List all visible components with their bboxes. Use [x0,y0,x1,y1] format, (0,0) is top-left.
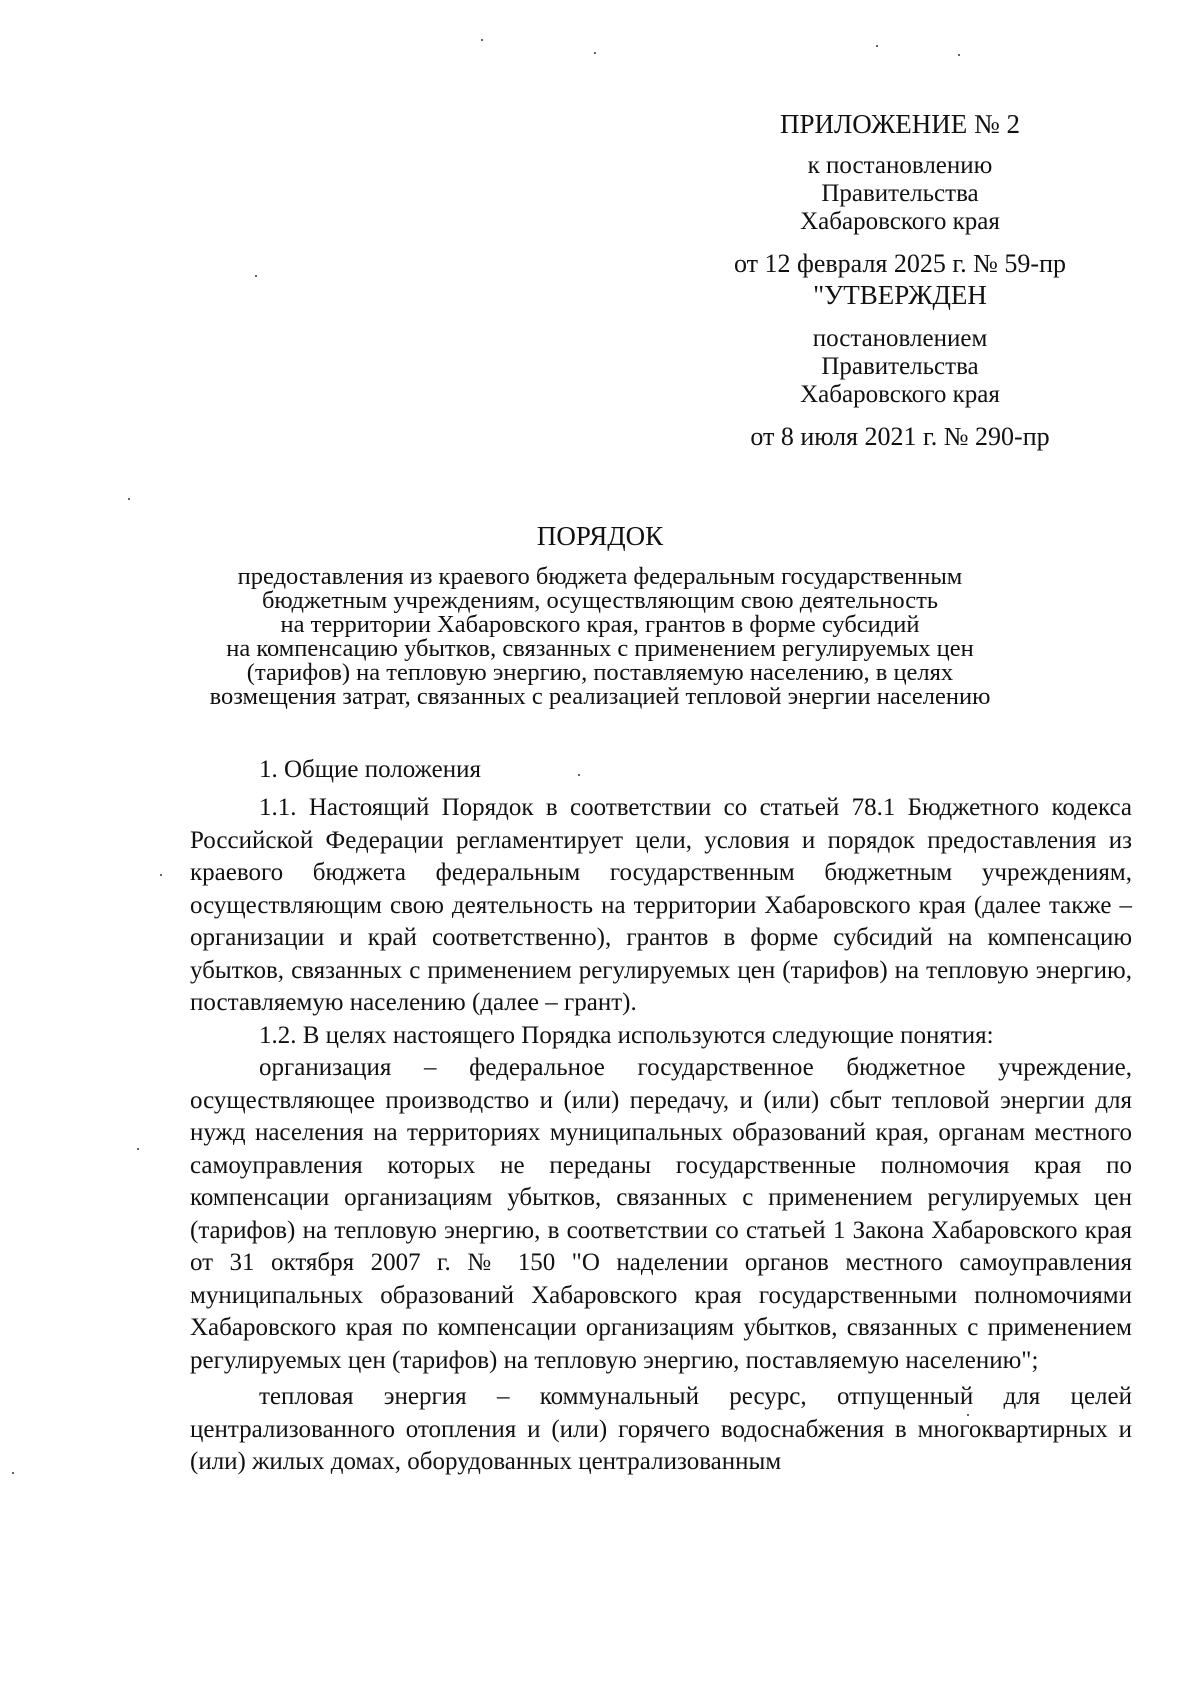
scan-speck [128,498,130,500]
subtitle-line: на территории Хабаровского края, грантов в форме субсидий [280,611,920,638]
paragraph-1-1: 1.1. Настоящий Порядок в соответствии со статьей 78.1 Бюджетного кодекса Российской Федерации регламентирует цели, условия и порядок предоставления из краевого бюджета федеральным государственным бюджетным учреждениям, осуществляющим свою деятельность на территории Хабаровского края (далее также – организации и край соответственно), грантов в форме субсидий на компенсацию убытков, связанных с применением регулируемых цен (тарифов) на тепловую энергию, поставляемую населению (далее – грант). [190,794,1132,1016]
subtitle-line: предоставления из краевого бюджета федеральным государственным [237,563,963,590]
attachment-region-line: Хабаровского края [800,208,1000,235]
scan-speck [876,45,878,47]
scan-speck [578,774,580,776]
attachment-resolution-line: к постановлению [807,152,993,179]
approval-region-line: Хабаровского края [800,381,1000,408]
attachment-date-number: от 12 февраля 2025 г. № 59-пр [734,249,1066,278]
section-heading: 1. Общие положения [259,756,481,783]
scan-speck [481,39,483,41]
subtitle-line: на компенсацию убытков, связанных с применением регулируемых цен [226,635,974,662]
attachment-header [700,108,1100,278]
scan-speck [255,275,257,277]
subtitle-line: возмещения затрат, связанных с реализацией тепловой энергии населению [209,683,991,710]
approval-date-number: от 8 июля 2021 г. № 290-пр [750,422,1050,451]
approval-government-line: Правительства [821,353,979,380]
approval-header [700,279,1100,451]
scan-speck [160,874,162,876]
document-title: ПОРЯДОК [536,521,664,551]
scan-speck [137,1148,139,1150]
scan-speck [12,1472,14,1474]
scan-speck [594,52,596,54]
subtitle-line: (тарифов) на тепловую энергию, поставляемую населению, в целях [246,659,954,686]
definition-thermal-energy: тепловая энергия – коммунальный ресурс, отпущенный для целей централизованного отопления и (или) горячего водоснабжения в многоквартирных и (или) жилых домах, оборудованных централизованным [190,1383,1132,1475]
section-body [190,792,1132,1479]
approval-resolution-line: постановлением [812,325,988,352]
scan-speck [958,54,960,56]
attachment-title: ПРИЛОЖЕНИЕ № 2 [779,109,1021,139]
paragraph-1-2: 1.2. В целях настоящего Порядка используются следующие понятия: [259,1021,994,1049]
scan-speck [967,1414,969,1416]
approval-title: "УТВЕРЖДЕН [813,280,987,310]
subtitle-line: бюджетным учреждениям, осуществляющим свою деятельность [261,587,939,614]
attachment-government-line: Правительства [821,180,979,207]
definition-organization: организация – федеральное государственное бюджетное учреждение, осуществляющее производство и (или) передачу, и (или) сбыт тепловой энергии для нужд населения на территориях муниципальных образований края, органам местного самоуправления которых не переданы государственные полномочия края по компенсации организациям убытков, связанных с применением регулируемых цен (тарифов) на тепловую энергию, в соответствии со статьей 1 Закона Хабаровского края от 31 октября 2007 г. № 150 "О наделении органов местного самоуправления муниципальных образований Хабаровского края государственными полномочиями Хабаровского края по компенсации организациям убытков, связанных с применением регулируемых цен (тарифов) на тепловую энергию, поставляемую населению"; [190,1054,1132,1374]
document-subtitle [60,565,1140,709]
